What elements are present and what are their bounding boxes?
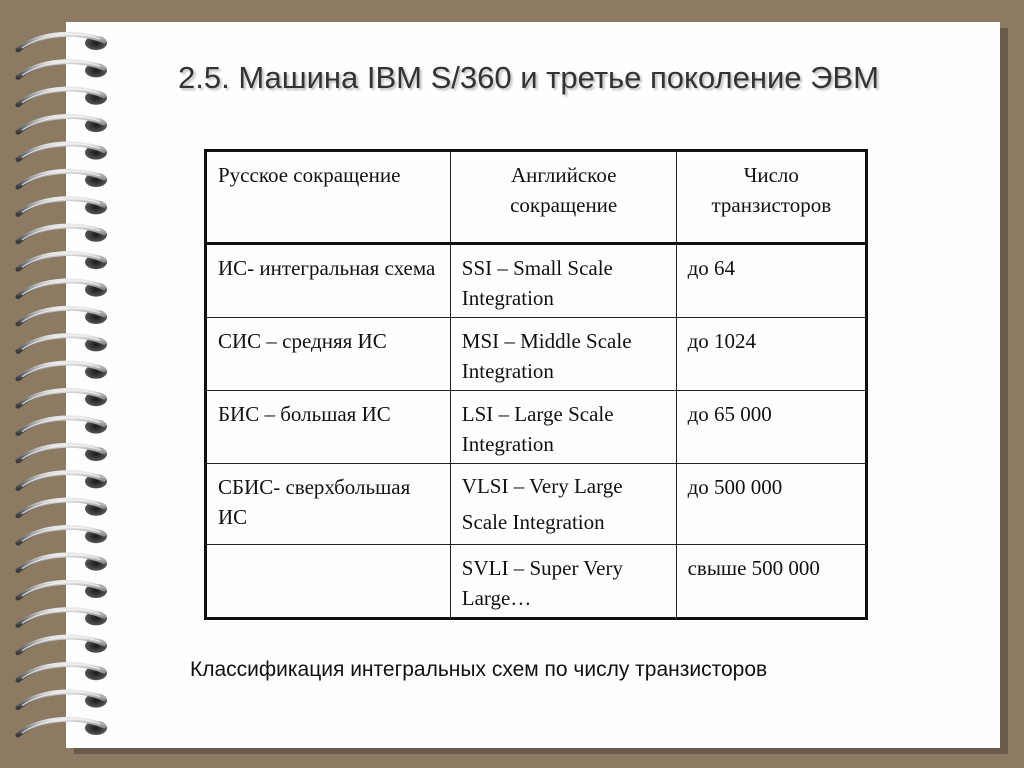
cell-count: до 65 000 <box>676 391 866 464</box>
header-english-abbr: Английское сокращение <box>450 151 676 244</box>
table-row <box>206 244 867 318</box>
table-header-row <box>206 151 867 244</box>
cell-russian: СИС – средняя ИС <box>206 318 451 391</box>
slide-title: 2.5. Машина IBM S/360 и третье поколение ЭВМ <box>178 60 879 95</box>
cell-english: SSI – Small Scale Integration <box>450 244 676 318</box>
cell-russian: БИС – большая ИС <box>206 391 451 464</box>
table-row <box>206 545 867 619</box>
table-caption: Классификация интегральных схем по числу транзисторов <box>190 658 768 681</box>
cell-count: свыше 500 000 <box>676 545 866 619</box>
cell-count: до 500 000 <box>676 464 866 545</box>
table-row <box>206 318 867 391</box>
table-row <box>206 464 867 545</box>
table-row <box>206 391 867 464</box>
cell-russian: ИС- интегральная схема <box>206 244 451 318</box>
spiral-binding-icon <box>0 0 130 768</box>
cell-english: VLSI – Very Large Scale Integration <box>450 464 676 545</box>
cell-russian: СБИС- сверхбольшая ИС <box>206 464 451 545</box>
cell-count: до 64 <box>676 244 866 318</box>
cell-english: LSI – Large Scale Integration <box>450 391 676 464</box>
cell-count: до 1024 <box>676 318 866 391</box>
cell-english: MSI – Middle Scale Integration <box>450 318 676 391</box>
header-russian-abbr: Русское сокращение <box>206 151 451 244</box>
cell-russian <box>206 545 451 619</box>
ic-classification-table <box>204 149 868 620</box>
cell-english: SVLI – Super Very Large… <box>450 545 676 619</box>
header-transistor-count: Число транзисторов <box>676 151 866 244</box>
